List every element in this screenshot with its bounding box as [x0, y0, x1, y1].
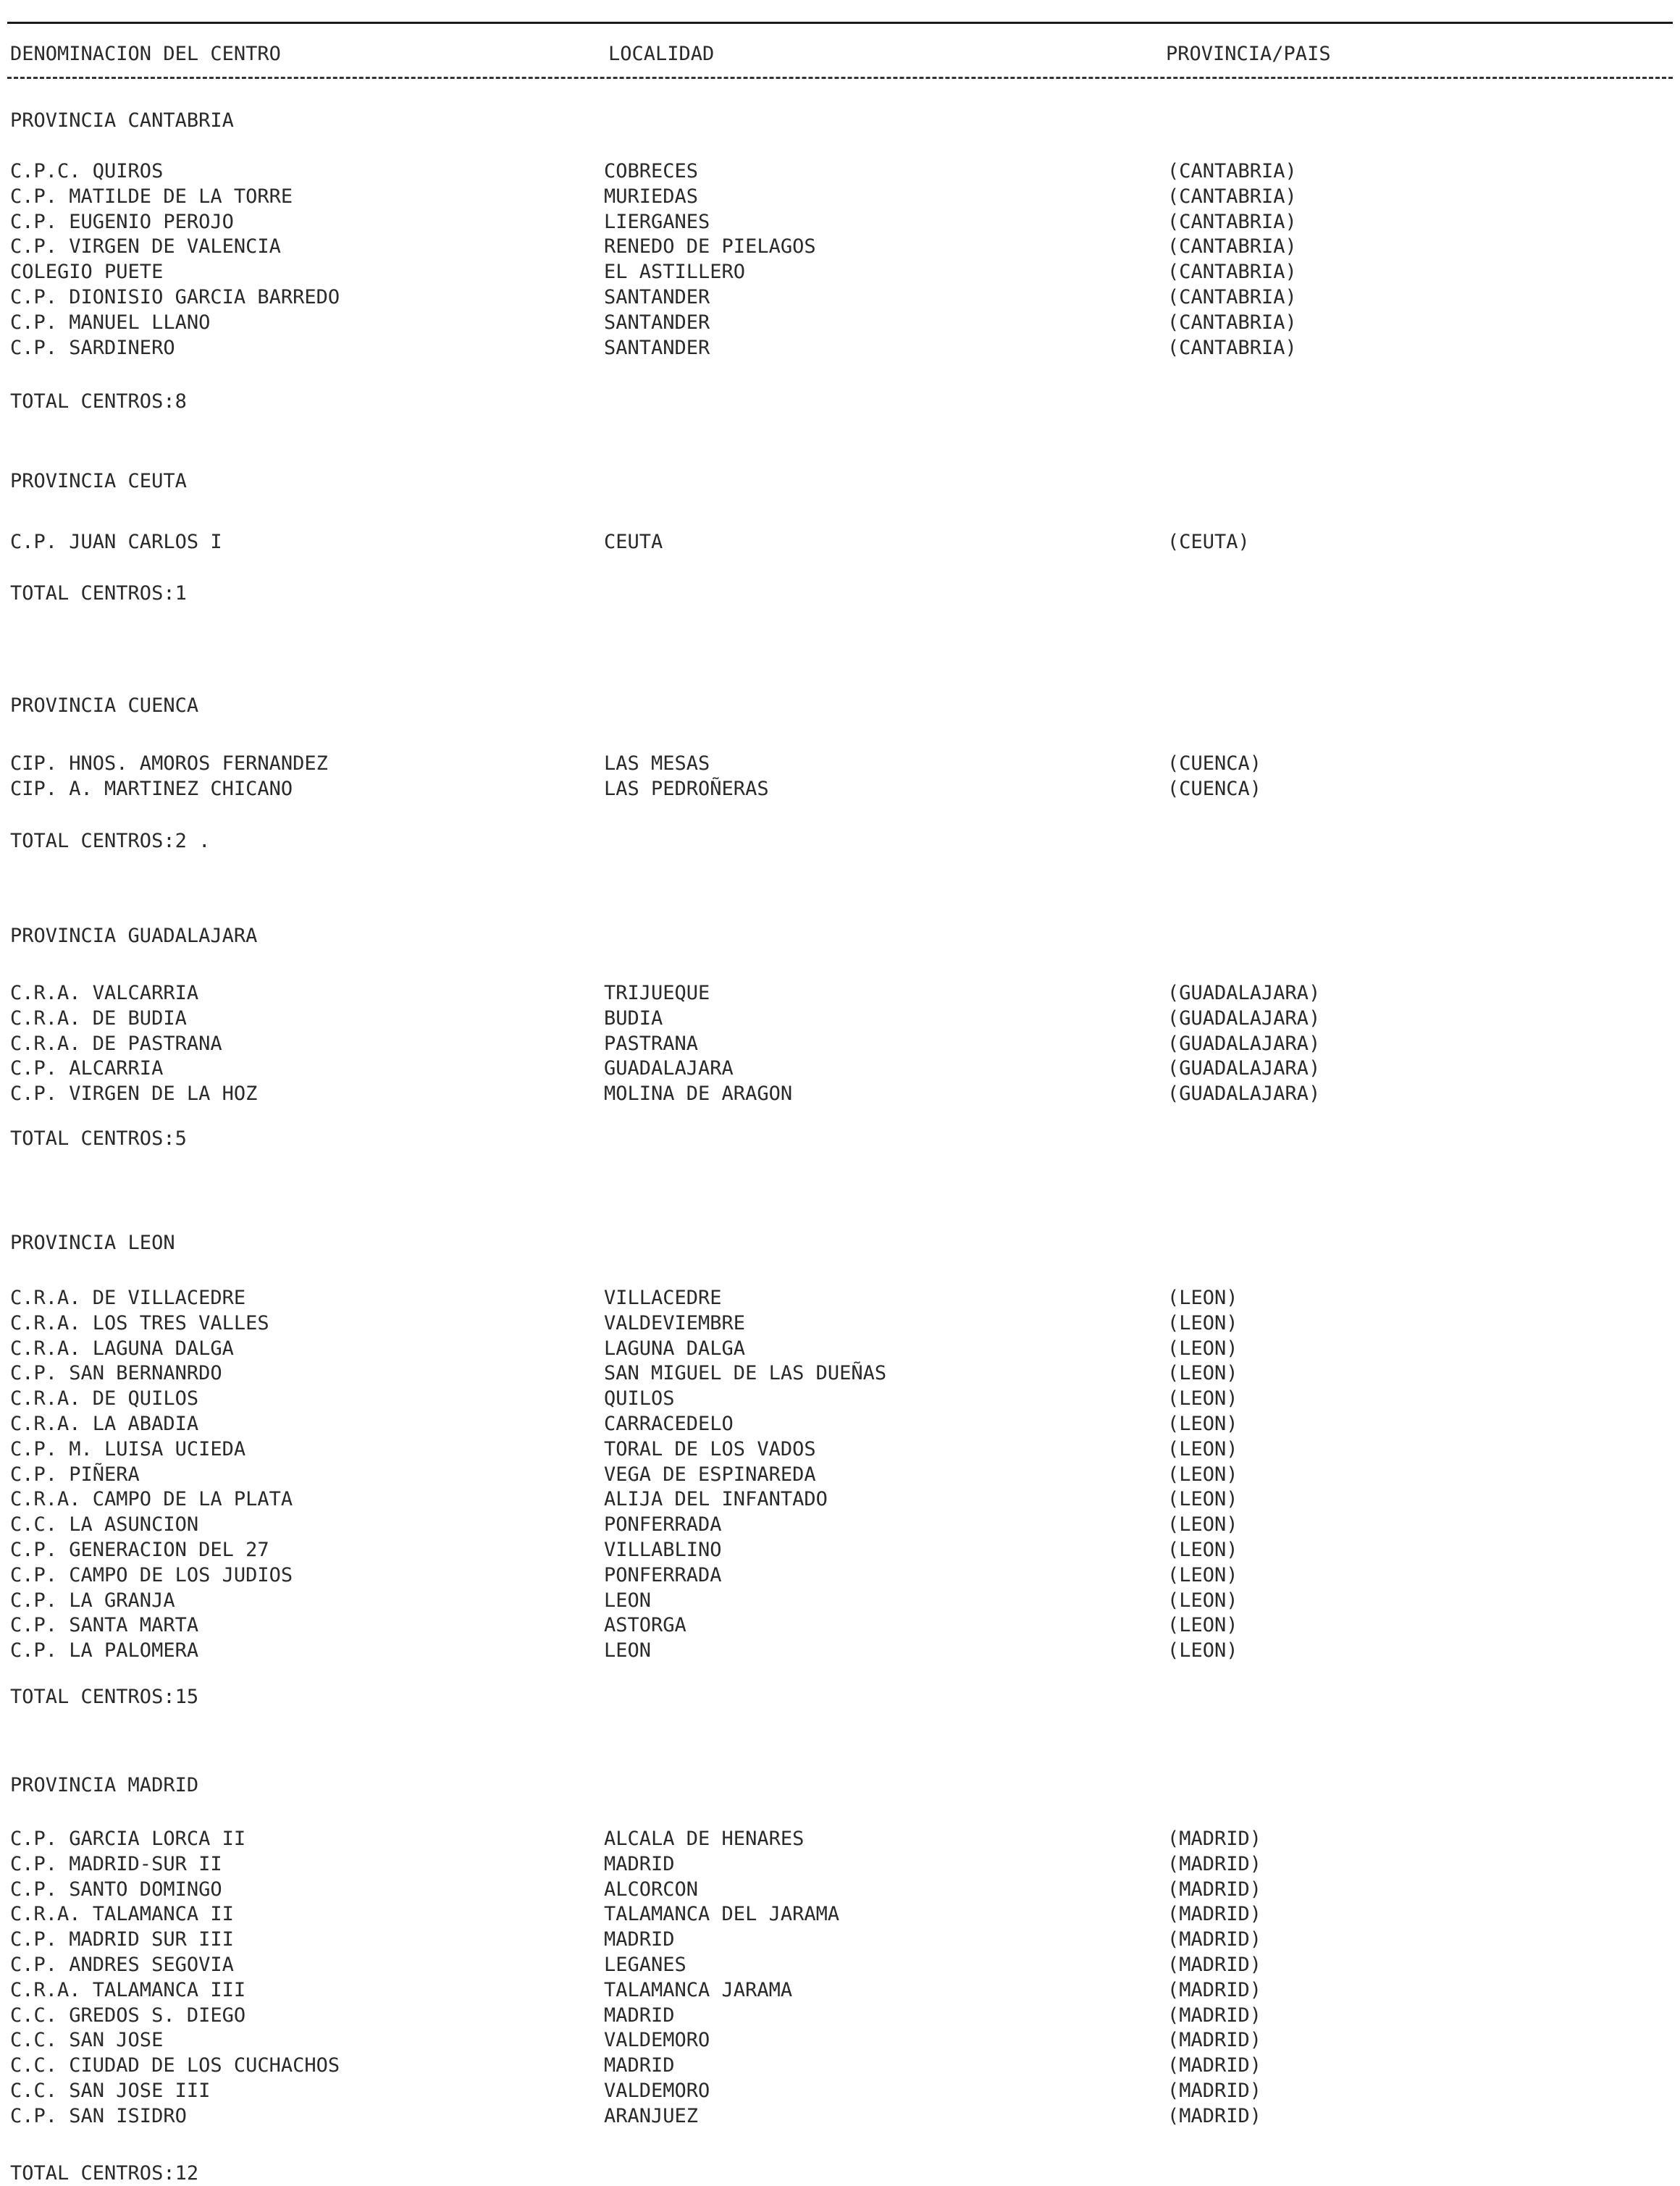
center-name: C.R.A. VALCARRIA [10, 982, 199, 1004]
center-province: (LEON) [1167, 1437, 1238, 1460]
center-name: C.P. EUGENIO PEROJO [10, 210, 234, 233]
table-row [0, 1538, 1680, 1563]
center-locality: PONFERRADA [604, 1563, 722, 1586]
center-province: (LEON) [1167, 1412, 1238, 1435]
table-row [0, 2004, 1680, 2029]
province-title: PROVINCIA CUENCA [10, 694, 199, 717]
center-name: C.R.A. LAGUNA DALGA [10, 1337, 234, 1360]
center-name: C.R.A. DE QUILOS [10, 1387, 199, 1411]
table-row [0, 285, 1680, 311]
total-centros: TOTAL CENTROS:12 [10, 2162, 199, 2185]
table-row [0, 1487, 1680, 1513]
center-locality: TALAMANCA DEL JARAMA [604, 1903, 840, 1926]
center-province: (CANTABRIA) [1167, 336, 1297, 359]
center-name: C.C. SAN JOSE [10, 2029, 164, 2052]
center-province: (LEON) [1167, 1337, 1238, 1360]
center-name: C.P. M. LUISA UCIEDA [10, 1437, 246, 1460]
center-locality: VILLACEDRE [604, 1287, 722, 1309]
center-province: (LEON) [1167, 1513, 1238, 1536]
table-row [0, 311, 1680, 336]
table-row [0, 1928, 1680, 1953]
table-row [0, 981, 1680, 1006]
center-locality: ASTORGA [604, 1614, 686, 1637]
center-name: C.P. SANTO DOMINGO [10, 1878, 222, 1901]
center-province: (CANTABRIA) [1167, 160, 1297, 182]
table-row [0, 1032, 1680, 1057]
center-province: (CANTABRIA) [1167, 285, 1297, 308]
center-province: (CANTABRIA) [1167, 210, 1297, 233]
center-locality: MADRID [604, 1928, 675, 1951]
table-row [0, 1589, 1680, 1614]
center-name: C.P. JUAN CARLOS I [10, 531, 222, 553]
total-centros: TOTAL CENTROS:8 [10, 390, 187, 413]
center-province: (CANTABRIA) [1167, 311, 1297, 334]
center-name: C.P. MADRID SUR III [10, 1928, 234, 1951]
center-name: C.P. SARDINERO [10, 336, 175, 359]
center-locality: LEON [604, 1639, 652, 1662]
center-locality: VALDEVIEMBRE [604, 1311, 746, 1334]
table-row [0, 752, 1680, 777]
center-locality: LIERGANES [604, 210, 710, 233]
center-locality: ARANJUEZ [604, 2104, 699, 2127]
center-province: (LEON) [1167, 1387, 1238, 1411]
center-name: C.C. LA ASUNCION [10, 1513, 199, 1536]
center-province: (CANTABRIA) [1167, 235, 1297, 258]
center-locality: MADRID [604, 2004, 675, 2027]
center-province: (LEON) [1167, 1538, 1238, 1561]
center-name: C.P. VIRGEN DE VALENCIA [10, 235, 281, 258]
center-name: C.P. MATILDE DE LA TORRE [10, 185, 293, 208]
center-locality: BUDIA [604, 1006, 663, 1030]
center-province: (LEON) [1167, 1563, 1238, 1586]
table-row [0, 1286, 1680, 1311]
center-locality: VALDEMORO [604, 2029, 710, 2052]
table-row [0, 1337, 1680, 1362]
center-locality: PONFERRADA [604, 1513, 722, 1536]
center-name: C.P. PIÑERA [10, 1463, 140, 1486]
center-list [0, 1286, 1680, 1664]
dashed-divider [7, 77, 1673, 79]
center-province: (LEON) [1167, 1311, 1238, 1334]
center-list [0, 159, 1680, 361]
province-title: PROVINCIA LEON [10, 1232, 175, 1254]
center-locality: TRIJUEQUE [604, 982, 710, 1004]
center-name: CIP. HNOS. AMOROS FERNANDEZ [10, 752, 328, 775]
total-centros: TOTAL CENTROS:2 . [10, 830, 211, 852]
table-row [0, 1563, 1680, 1589]
center-locality: EL ASTILLERO [604, 261, 746, 284]
table-row [0, 2028, 1680, 2053]
center-name: C.P. GARCIA LORCA II [10, 1828, 246, 1850]
center-locality: QUILOS [604, 1387, 675, 1411]
table-row [0, 1387, 1680, 1412]
table-row [0, 336, 1680, 361]
center-locality: MOLINA DE ARAGON [604, 1083, 793, 1106]
table-row [0, 1978, 1680, 2004]
center-locality: COBRECES [604, 160, 699, 182]
center-locality: SANTANDER [604, 285, 710, 308]
center-name: C.P. CAMPO DE LOS JUDIOS [10, 1563, 293, 1586]
center-province: (GUADALAJARA) [1167, 1083, 1321, 1106]
center-name: C.P. GENERACION DEL 27 [10, 1538, 269, 1561]
center-name: C.P. SAN ISIDRO [10, 2104, 187, 2127]
center-name: C.R.A. DE PASTRANA [10, 1032, 222, 1055]
center-locality: TORAL DE LOS VADOS [604, 1437, 816, 1460]
column-header-provincia: PROVINCIA/PAIS [1166, 43, 1331, 65]
center-locality: SAN MIGUEL DE LAS DUEÑAS [604, 1362, 887, 1385]
table-row [0, 1082, 1680, 1107]
center-list [0, 981, 1680, 1107]
center-name: C.R.A. LA ABADIA [10, 1412, 199, 1435]
center-province: (GUADALAJARA) [1167, 1006, 1321, 1030]
table-row [0, 1852, 1680, 1878]
center-locality: ALIJA DEL INFANTADO [604, 1488, 828, 1511]
table-row [0, 1639, 1680, 1664]
center-province: (LEON) [1167, 1488, 1238, 1511]
center-province: (MADRID) [1167, 1978, 1262, 2001]
table-row [0, 1412, 1680, 1437]
center-name: C.P. SANTA MARTA [10, 1614, 199, 1637]
table-row [0, 1827, 1680, 1852]
center-locality: ALCORCON [604, 1878, 699, 1901]
table-row [0, 1953, 1680, 1978]
table-row [0, 185, 1680, 210]
center-name: C.P. SAN BERNANRDO [10, 1362, 222, 1385]
center-name: C.C. CIUDAD DE LOS CUCHACHOS [10, 2054, 340, 2077]
center-locality: ALCALA DE HENARES [604, 1828, 805, 1850]
center-province: (CUENCA) [1167, 752, 1262, 775]
table-row [0, 159, 1680, 185]
center-name: C.P. LA PALOMERA [10, 1639, 199, 1662]
center-locality: MADRID [604, 1852, 675, 1875]
top-rule [7, 22, 1673, 24]
center-province: (CEUTA) [1167, 531, 1250, 553]
column-header-centro: DENOMINACION DEL CENTRO [10, 43, 281, 65]
center-locality: LEON [604, 1589, 652, 1612]
center-name: C.P. DIONISIO GARCIA BARREDO [10, 285, 340, 308]
table-row [0, 1311, 1680, 1337]
center-province: (MADRID) [1167, 2104, 1262, 2127]
center-province: (MADRID) [1167, 1953, 1262, 1976]
center-province: (MADRID) [1167, 2079, 1262, 2102]
center-locality: SANTANDER [604, 311, 710, 334]
center-list [0, 1827, 1680, 2130]
center-province: (LEON) [1167, 1614, 1238, 1637]
center-province: (MADRID) [1167, 2029, 1262, 2052]
center-province: (GUADALAJARA) [1167, 982, 1321, 1004]
center-locality: LAGUNA DALGA [604, 1337, 746, 1360]
table-row [0, 530, 1680, 555]
center-province: (CANTABRIA) [1167, 185, 1297, 208]
table-row [0, 235, 1680, 260]
center-locality: LAS MESAS [604, 752, 710, 775]
center-locality: LAS PEDROÑERAS [604, 777, 769, 800]
center-province: (LEON) [1167, 1463, 1238, 1486]
table-row [0, 2053, 1680, 2079]
table-row [0, 1006, 1680, 1032]
center-name: C.P. MADRID-SUR II [10, 1852, 222, 1875]
center-name: C.R.A. LOS TRES VALLES [10, 1311, 269, 1334]
center-name: C.R.A. DE BUDIA [10, 1006, 187, 1030]
table-row [0, 1463, 1680, 1488]
table-row [0, 1361, 1680, 1387]
center-locality: PASTRANA [604, 1032, 699, 1055]
center-list [0, 530, 1680, 555]
center-name: C.P. MANUEL LLANO [10, 311, 211, 334]
center-locality: VALDEMORO [604, 2079, 710, 2102]
table-row [0, 1513, 1680, 1538]
column-header-localidad: LOCALIDAD [608, 43, 715, 65]
center-locality: CARRACEDELO [604, 1412, 734, 1435]
center-province: (LEON) [1167, 1639, 1238, 1662]
center-province: (GUADALAJARA) [1167, 1032, 1321, 1055]
center-name: C.R.A. TALAMANCA II [10, 1903, 234, 1926]
table-row [0, 777, 1680, 802]
table-row [0, 1902, 1680, 1928]
center-list [0, 752, 1680, 802]
center-name: C.P. LA GRANJA [10, 1589, 175, 1612]
center-province: (MADRID) [1167, 1878, 1262, 1901]
table-row [0, 260, 1680, 285]
center-province: (LEON) [1167, 1362, 1238, 1385]
table-row [0, 2079, 1680, 2104]
center-locality: VILLABLINO [604, 1538, 722, 1561]
center-province: (LEON) [1167, 1287, 1238, 1309]
center-province: (LEON) [1167, 1589, 1238, 1612]
center-name: C.C. SAN JOSE III [10, 2079, 211, 2102]
center-name: C.R.A. TALAMANCA III [10, 1978, 246, 2001]
center-province: (MADRID) [1167, 1903, 1262, 1926]
table-row [0, 1437, 1680, 1463]
table-row [0, 1056, 1680, 1082]
total-centros: TOTAL CENTROS:1 [10, 582, 187, 605]
province-title: PROVINCIA MADRID [10, 1774, 199, 1796]
center-name: C.P. ALCARRIA [10, 1057, 164, 1080]
center-province: (MADRID) [1167, 1828, 1262, 1850]
center-name: C.P. VIRGEN DE LA HOZ [10, 1083, 258, 1106]
province-title: PROVINCIA CANTABRIA [10, 109, 234, 132]
center-locality: SANTANDER [604, 336, 710, 359]
center-name: C.P. ANDRES SEGOVIA [10, 1953, 234, 1976]
center-province: (MADRID) [1167, 1852, 1262, 1875]
total-centros: TOTAL CENTROS:15 [10, 1686, 199, 1708]
center-province: (MADRID) [1167, 1928, 1262, 1951]
center-locality: TALAMANCA JARAMA [604, 1978, 793, 2001]
center-name: C.C. GREDOS S. DIEGO [10, 2004, 246, 2027]
center-province: (GUADALAJARA) [1167, 1057, 1321, 1080]
table-row [0, 210, 1680, 235]
center-locality: MURIEDAS [604, 185, 699, 208]
center-name: COLEGIO PUETE [10, 261, 164, 284]
table-row [0, 1613, 1680, 1639]
center-province: (CUENCA) [1167, 777, 1262, 800]
center-locality: CEUTA [604, 531, 663, 553]
province-title: PROVINCIA CEUTA [10, 470, 187, 492]
center-name: C.R.A. DE VILLACEDRE [10, 1287, 246, 1309]
center-locality: MADRID [604, 2054, 675, 2077]
center-locality: GUADALAJARA [604, 1057, 734, 1080]
center-province: (MADRID) [1167, 2054, 1262, 2077]
center-name: C.R.A. CAMPO DE LA PLATA [10, 1488, 293, 1511]
center-locality: VEGA DE ESPINAREDA [604, 1463, 816, 1486]
center-province: (MADRID) [1167, 2004, 1262, 2027]
center-province: (CANTABRIA) [1167, 261, 1297, 284]
province-title: PROVINCIA GUADALAJARA [10, 925, 258, 947]
table-row [0, 1878, 1680, 1903]
center-locality: RENEDO DE PIELAGOS [604, 235, 816, 258]
table-row [0, 2104, 1680, 2130]
center-name: CIP. A. MARTINEZ CHICANO [10, 777, 293, 800]
center-name: C.P.C. QUIROS [10, 160, 164, 182]
center-locality: LEGANES [604, 1953, 686, 1976]
total-centros: TOTAL CENTROS:5 [10, 1127, 187, 1150]
